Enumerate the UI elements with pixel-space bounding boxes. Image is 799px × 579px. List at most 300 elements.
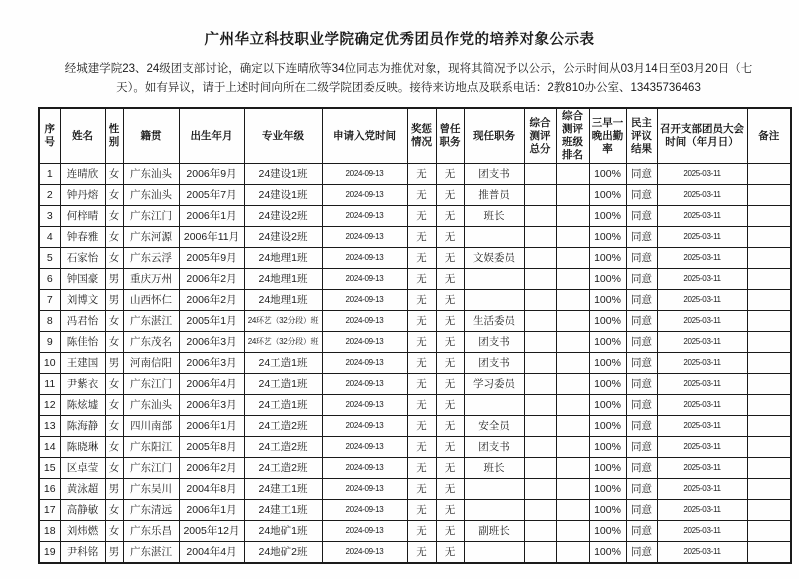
cell-former-position: 无 [436,227,464,248]
cell-index: 1 [39,164,60,185]
column-header-eval-rank: 综合测评班级排名 [556,108,589,164]
cell-current-position: 班长 [464,206,524,227]
cell-birth-month: 2006年3月 [179,332,244,353]
cell-eval-score [524,164,556,185]
cell-eval-rank [556,374,589,395]
cell-name: 高静敏 [60,500,105,521]
cell-former-position: 无 [436,332,464,353]
table-row [39,353,791,374]
cell-hometown: 广东阳江 [123,437,179,458]
column-header-name: 姓名 [60,108,105,164]
cell-current-position: 副班长 [464,521,524,542]
cell-meeting-date: 2025-03-11 [657,437,747,458]
cell-meeting-date: 2025-03-11 [657,500,747,521]
cell-remark [747,290,791,311]
cell-former-position: 无 [436,311,464,332]
cell-birth-month: 2006年2月 [179,458,244,479]
cell-former-position: 无 [436,395,464,416]
cell-apply-date: 2024-09-13 [322,185,407,206]
cell-awards: 无 [407,227,436,248]
cell-review-result: 同意 [626,353,657,374]
cell-name: 王建国 [60,353,105,374]
cell-current-position: 推普员 [464,185,524,206]
cell-major-class: 24工造2班 [244,458,322,479]
cell-remark [747,521,791,542]
cell-eval-rank [556,269,589,290]
cell-birth-month: 2006年4月 [179,374,244,395]
cell-apply-date: 2024-09-13 [322,311,407,332]
cell-eval-score [524,185,556,206]
cell-awards: 无 [407,500,436,521]
cell-review-result: 同意 [626,374,657,395]
cell-index: 4 [39,227,60,248]
cell-birth-month: 2006年2月 [179,290,244,311]
cell-name: 钟春雅 [60,227,105,248]
cell-gender: 女 [105,185,123,206]
cell-apply-date: 2024-09-13 [322,227,407,248]
cell-name: 刘炜燃 [60,521,105,542]
cell-attendance-rate: 100% [589,269,626,290]
cell-gender: 女 [105,227,123,248]
table-row [39,437,791,458]
cell-former-position: 无 [436,437,464,458]
cell-gender: 男 [105,290,123,311]
cell-review-result: 同意 [626,542,657,564]
cell-birth-month: 2006年3月 [179,395,244,416]
table-row [39,206,791,227]
cell-index: 3 [39,206,60,227]
cell-birth-month: 2005年12月 [179,521,244,542]
cell-awards: 无 [407,185,436,206]
cell-former-position: 无 [436,248,464,269]
cell-review-result: 同意 [626,458,657,479]
cell-awards: 无 [407,542,436,564]
cell-major-class: 24地理1班 [244,248,322,269]
cell-remark [747,164,791,185]
intro-line-1: 经城建学院23、24级团支部讨论，确定以下连晴欣等34位同志为推优对象，现将其简况予以公示，公示时间从03月14日至03月20日（七 [64,63,753,75]
cell-hometown: 广东清远 [123,500,179,521]
cell-attendance-rate: 100% [589,395,626,416]
cell-major-class: 24工造1班 [244,353,322,374]
cell-hometown: 河南信阳 [123,353,179,374]
cell-gender: 男 [105,542,123,564]
cell-gender: 女 [105,374,123,395]
cell-attendance-rate: 100% [589,311,626,332]
cell-birth-month: 2006年1月 [179,500,244,521]
cell-current-position [464,500,524,521]
cell-eval-rank [556,437,589,458]
cell-hometown: 广东吴川 [123,479,179,500]
cell-apply-date: 2024-09-13 [322,290,407,311]
cell-eval-rank [556,416,589,437]
cell-eval-score [524,227,556,248]
cell-eval-score [524,374,556,395]
table-row [39,500,791,521]
cell-former-position: 无 [436,521,464,542]
table-row [39,185,791,206]
table-row [39,227,791,248]
cell-eval-score [524,395,556,416]
cell-current-position [464,227,524,248]
cell-index: 17 [39,500,60,521]
cell-hometown: 广东汕头 [123,164,179,185]
cell-index: 11 [39,374,60,395]
cell-current-position: 生活委员 [464,311,524,332]
cell-birth-month: 2006年1月 [179,206,244,227]
cell-awards: 无 [407,269,436,290]
cell-name: 尹科铭 [60,542,105,564]
column-header-hometown: 籍贯 [123,108,179,164]
cell-review-result: 同意 [626,332,657,353]
cell-apply-date: 2024-09-13 [322,164,407,185]
cell-awards: 无 [407,290,436,311]
cell-eval-rank [556,227,589,248]
cell-attendance-rate: 100% [589,353,626,374]
cell-hometown: 四川南部 [123,416,179,437]
table-header-row [39,108,791,164]
cell-gender: 女 [105,500,123,521]
cell-eval-rank [556,185,589,206]
cell-name: 连晴欣 [60,164,105,185]
cell-awards: 无 [407,332,436,353]
cell-meeting-date: 2025-03-11 [657,164,747,185]
cell-gender: 男 [105,353,123,374]
table-row [39,164,791,185]
cell-meeting-date: 2025-03-11 [657,248,747,269]
cell-attendance-rate: 100% [589,500,626,521]
cell-major-class: 24建工1班 [244,479,322,500]
cell-major-class: 24建设1班 [244,164,322,185]
cell-review-result: 同意 [626,311,657,332]
cell-attendance-rate: 100% [589,458,626,479]
table-row [39,248,791,269]
cell-awards: 无 [407,521,436,542]
table-body [39,164,791,564]
cell-eval-rank [556,248,589,269]
column-header-index: 序号 [39,108,60,164]
cell-current-position: 班长 [464,458,524,479]
cell-former-position: 无 [436,290,464,311]
cell-attendance-rate: 100% [589,416,626,437]
cell-index: 13 [39,416,60,437]
candidates-table [38,107,792,564]
cell-name: 陈佳怡 [60,332,105,353]
cell-hometown: 广东湛江 [123,542,179,564]
cell-awards: 无 [407,416,436,437]
cell-index: 2 [39,185,60,206]
cell-former-position: 无 [436,374,464,395]
cell-review-result: 同意 [626,164,657,185]
cell-gender: 女 [105,332,123,353]
cell-meeting-date: 2025-03-11 [657,458,747,479]
cell-hometown: 山西怀仁 [123,290,179,311]
table-header [39,108,791,164]
cell-name: 陈炫墟 [60,395,105,416]
cell-meeting-date: 2025-03-11 [657,416,747,437]
cell-gender: 女 [105,395,123,416]
cell-apply-date: 2024-09-13 [322,437,407,458]
cell-review-result: 同意 [626,269,657,290]
cell-hometown: 广东茂名 [123,332,179,353]
cell-review-result: 同意 [626,290,657,311]
cell-review-result: 同意 [626,248,657,269]
cell-birth-month: 2005年9月 [179,248,244,269]
cell-meeting-date: 2025-03-11 [657,269,747,290]
cell-attendance-rate: 100% [589,290,626,311]
cell-former-position: 无 [436,416,464,437]
cell-name: 冯君怡 [60,311,105,332]
cell-review-result: 同意 [626,500,657,521]
column-header-meeting-date: 召开支部团员大会时间（年月日） [657,108,747,164]
table-row [39,332,791,353]
cell-eval-rank [556,290,589,311]
cell-remark [747,269,791,290]
intro-line-2: 天）。如有异议，请于上述时间向所在二级学院团委反映。接待来访地点及联系电话：2教810办公室、13435736463 [116,82,701,94]
cell-meeting-date: 2025-03-11 [657,227,747,248]
cell-birth-month: 2005年1月 [179,311,244,332]
cell-apply-date: 2024-09-13 [322,353,407,374]
cell-awards: 无 [407,311,436,332]
cell-birth-month: 2006年3月 [179,353,244,374]
cell-apply-date: 2024-09-13 [322,542,407,564]
cell-eval-rank [556,311,589,332]
cell-remark [747,311,791,332]
cell-gender: 女 [105,206,123,227]
cell-attendance-rate: 100% [589,521,626,542]
cell-current-position [464,269,524,290]
cell-meeting-date: 2025-03-11 [657,395,747,416]
cell-apply-date: 2024-09-13 [322,416,407,437]
cell-major-class: 24工造2班 [244,437,322,458]
cell-name: 尹紫衣 [60,374,105,395]
cell-birth-month: 2005年8月 [179,437,244,458]
cell-eval-rank [556,164,589,185]
cell-birth-month: 2006年2月 [179,269,244,290]
cell-birth-month: 2006年9月 [179,164,244,185]
cell-name: 石家怡 [60,248,105,269]
cell-former-position: 无 [436,206,464,227]
cell-remark [747,248,791,269]
cell-name: 钟国豪 [60,269,105,290]
cell-meeting-date: 2025-03-11 [657,206,747,227]
cell-gender: 女 [105,311,123,332]
cell-current-position: 团支书 [464,437,524,458]
cell-eval-score [524,437,556,458]
cell-meeting-date: 2025-03-11 [657,332,747,353]
cell-birth-month: 2004年4月 [179,542,244,564]
cell-major-class: 24地理1班 [244,290,322,311]
cell-former-position: 无 [436,269,464,290]
cell-meeting-date: 2025-03-11 [657,479,747,500]
cell-meeting-date: 2025-03-11 [657,353,747,374]
cell-eval-rank [556,500,589,521]
column-header-apply-date: 申请入党时间 [322,108,407,164]
cell-gender: 女 [105,164,123,185]
cell-hometown: 广东江门 [123,206,179,227]
cell-review-result: 同意 [626,185,657,206]
cell-name: 何梓晴 [60,206,105,227]
cell-current-position: 团支书 [464,164,524,185]
cell-apply-date: 2024-09-13 [322,458,407,479]
cell-awards: 无 [407,437,436,458]
cell-hometown: 广东江门 [123,458,179,479]
cell-review-result: 同意 [626,479,657,500]
cell-attendance-rate: 100% [589,542,626,564]
cell-attendance-rate: 100% [589,479,626,500]
table-row [39,479,791,500]
cell-index: 9 [39,332,60,353]
cell-hometown: 广东乐昌 [123,521,179,542]
cell-remark [747,374,791,395]
cell-major-class: 24工造1班 [244,395,322,416]
cell-review-result: 同意 [626,395,657,416]
column-header-review-result: 民主评议结果 [626,108,657,164]
cell-major-class: 24环艺（32分段）班 [244,311,322,332]
table-row [39,395,791,416]
cell-eval-score [524,521,556,542]
cell-birth-month: 2006年1月 [179,416,244,437]
cell-gender: 男 [105,479,123,500]
cell-former-position: 无 [436,500,464,521]
cell-apply-date: 2024-09-13 [322,374,407,395]
column-header-attendance-rate: 三早一晚出勤率 [589,108,626,164]
cell-awards: 无 [407,206,436,227]
cell-attendance-rate: 100% [589,206,626,227]
cell-eval-score [524,269,556,290]
cell-major-class: 24工造1班 [244,374,322,395]
cell-eval-score [524,542,556,564]
cell-remark [747,185,791,206]
table-row [39,416,791,437]
cell-former-position: 无 [436,353,464,374]
cell-hometown: 广东汕头 [123,395,179,416]
cell-current-position: 文娱委员 [464,248,524,269]
cell-birth-month: 2004年8月 [179,479,244,500]
cell-apply-date: 2024-09-13 [322,332,407,353]
cell-current-position: 团支书 [464,353,524,374]
cell-index: 7 [39,290,60,311]
table-row [39,290,791,311]
cell-apply-date: 2024-09-13 [322,248,407,269]
cell-current-position [464,542,524,564]
cell-meeting-date: 2025-03-11 [657,374,747,395]
cell-name: 钟丹熔 [60,185,105,206]
cell-index: 8 [39,311,60,332]
table-row [39,542,791,564]
cell-eval-rank [556,395,589,416]
cell-major-class: 24建工1班 [244,500,322,521]
cell-remark [747,479,791,500]
cell-index: 18 [39,521,60,542]
cell-eval-score [524,332,556,353]
cell-major-class: 24工造2班 [244,416,322,437]
cell-major-class: 24环艺（32分段）班 [244,332,322,353]
cell-attendance-rate: 100% [589,248,626,269]
cell-review-result: 同意 [626,206,657,227]
cell-awards: 无 [407,353,436,374]
cell-eval-score [524,458,556,479]
cell-eval-score [524,248,556,269]
cell-awards: 无 [407,458,436,479]
column-header-gender: 性别 [105,108,123,164]
cell-index: 12 [39,395,60,416]
cell-awards: 无 [407,479,436,500]
cell-review-result: 同意 [626,437,657,458]
cell-index: 10 [39,353,60,374]
table-row [39,521,791,542]
cell-attendance-rate: 100% [589,185,626,206]
cell-eval-score [524,500,556,521]
intro-paragraph [28,60,789,98]
cell-meeting-date: 2025-03-11 [657,521,747,542]
cell-index: 16 [39,479,60,500]
cell-former-position: 无 [436,479,464,500]
cell-remark [747,332,791,353]
cell-gender: 女 [105,437,123,458]
cell-major-class: 24地矿1班 [244,521,322,542]
table-row [39,374,791,395]
cell-remark [747,353,791,374]
cell-name: 陈海静 [60,416,105,437]
cell-apply-date: 2024-09-13 [322,206,407,227]
cell-eval-score [524,353,556,374]
cell-current-position [464,395,524,416]
cell-former-position: 无 [436,542,464,564]
cell-eval-rank [556,353,589,374]
cell-major-class: 24建设2班 [244,227,322,248]
cell-meeting-date: 2025-03-11 [657,185,747,206]
cell-current-position: 团支书 [464,332,524,353]
cell-hometown: 广东湛江 [123,311,179,332]
cell-apply-date: 2024-09-13 [322,521,407,542]
cell-current-position: 安全员 [464,416,524,437]
cell-index: 5 [39,248,60,269]
cell-index: 15 [39,458,60,479]
cell-attendance-rate: 100% [589,437,626,458]
cell-eval-rank [556,521,589,542]
cell-eval-rank [556,479,589,500]
cell-former-position: 无 [436,164,464,185]
cell-attendance-rate: 100% [589,374,626,395]
cell-name: 黄泳超 [60,479,105,500]
cell-name: 刘博文 [60,290,105,311]
table-row [39,269,791,290]
cell-gender: 女 [105,248,123,269]
cell-apply-date: 2024-09-13 [322,479,407,500]
cell-former-position: 无 [436,185,464,206]
cell-hometown: 重庆万州 [123,269,179,290]
cell-major-class: 24建设1班 [244,185,322,206]
cell-apply-date: 2024-09-13 [322,500,407,521]
column-header-major-class: 专业年级 [244,108,322,164]
cell-eval-score [524,290,556,311]
cell-review-result: 同意 [626,521,657,542]
cell-eval-rank [556,332,589,353]
column-header-former-position: 曾任职务 [436,108,464,164]
cell-major-class: 24地矿2班 [244,542,322,564]
cell-remark [747,500,791,521]
cell-hometown: 广东江门 [123,374,179,395]
cell-attendance-rate: 100% [589,227,626,248]
cell-review-result: 同意 [626,416,657,437]
cell-name: 区卓莹 [60,458,105,479]
cell-remark [747,458,791,479]
cell-attendance-rate: 100% [589,332,626,353]
page-title: 广州华立科技职业学院确定优秀团员作党的培养对象公示表 [204,32,595,48]
cell-meeting-date: 2025-03-11 [657,311,747,332]
cell-major-class: 24建设2班 [244,206,322,227]
cell-gender: 男 [105,269,123,290]
